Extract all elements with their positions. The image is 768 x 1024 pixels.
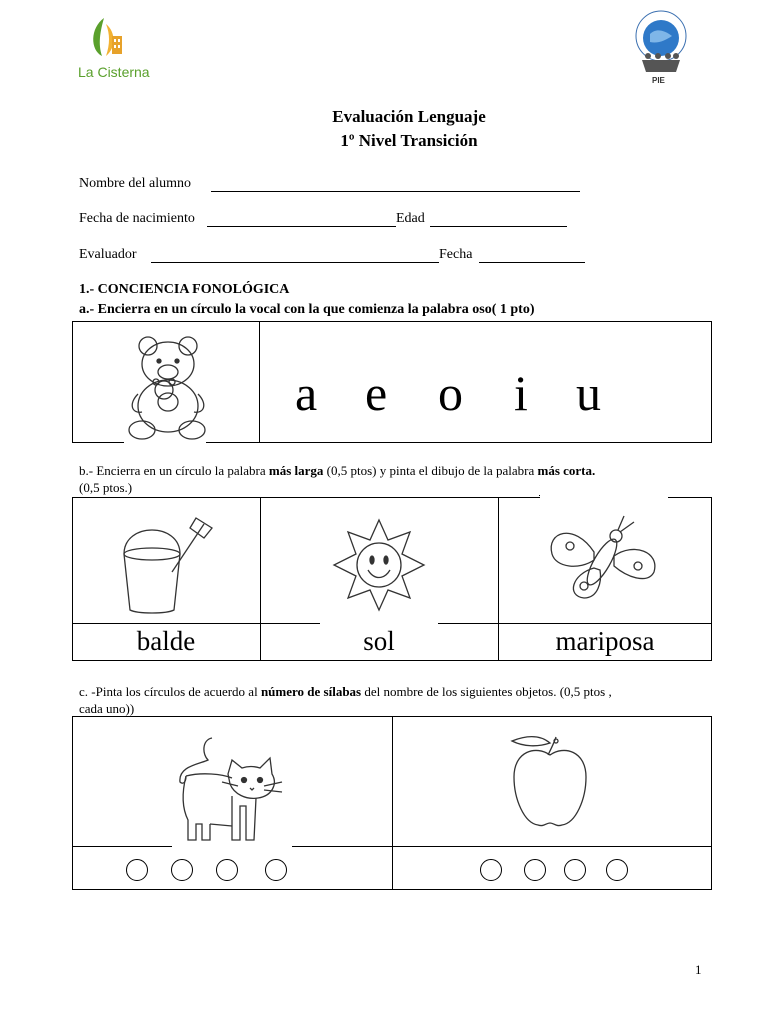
vowel-option[interactable]: e (365, 365, 388, 421)
pie-logo (628, 8, 694, 90)
vowel-option[interactable]: o (438, 365, 463, 421)
part-c-instruction (79, 683, 719, 717)
butterfly-icon (544, 512, 660, 604)
syllable-circle[interactable] (564, 859, 586, 881)
part-b-text: b.- Encierra en un círculo la palabra (79, 463, 269, 478)
page-subtitle: 1º Nivel Transición (340, 131, 478, 150)
syllable-circle[interactable] (265, 859, 287, 881)
part-a-divider (259, 321, 260, 443)
vowel-option[interactable]: a (295, 365, 318, 421)
la-cisterna-logo (76, 14, 156, 84)
logo-text: La Cisterna (78, 64, 150, 80)
part-a-instruction-text: a.- Encierra en un círculo la vocal con la que comienza la palabra (79, 302, 473, 317)
syllable-circle[interactable] (126, 859, 148, 881)
part-c-divider (392, 716, 393, 890)
part-a-instruction-end: ( 1 pto) (491, 302, 535, 317)
part-c-row-divider (72, 846, 712, 847)
word-option[interactable]: mariposa (555, 626, 655, 656)
bear-icon (122, 334, 210, 442)
birth-date-line[interactable] (207, 226, 396, 227)
part-b-text: (0,5 ptos.) (79, 480, 133, 495)
syllable-circle[interactable] (480, 859, 502, 881)
syllable-circle[interactable] (216, 859, 238, 881)
part-b-bold: más larga (268, 463, 324, 478)
part-c-text: cada uno)) (79, 701, 135, 716)
bucket-icon (108, 514, 224, 618)
syllable-circle[interactable] (171, 859, 193, 881)
cat-icon (172, 736, 292, 842)
date-line[interactable] (479, 262, 585, 263)
part-a-instruction (79, 302, 535, 318)
sun-icon (330, 516, 428, 614)
globe-logo-icon (628, 8, 694, 78)
section-heading: 1.- CONCIENCIA FONOLÓGICA (79, 282, 290, 297)
syllable-circle[interactable] (524, 859, 546, 881)
word-option[interactable]: balde (136, 626, 196, 656)
word-option[interactable]: sol (363, 626, 395, 656)
line-gap (320, 622, 438, 625)
line-gap (540, 495, 668, 498)
part-b-instruction (79, 462, 719, 496)
leaf-logo-icon (76, 14, 136, 64)
page-title: Evaluación Lenguaje (332, 107, 486, 126)
evaluator-label: Evaluador (79, 247, 137, 262)
birth-date-label: Fecha de nacimiento (79, 211, 195, 226)
logo-text: PIE (652, 76, 665, 85)
syllable-circle[interactable] (606, 859, 628, 881)
student-name-line[interactable] (211, 191, 580, 192)
vowel-option[interactable]: u (576, 365, 601, 421)
student-name-label: Nombre del alumno (79, 176, 191, 191)
part-a-instruction-bold: oso (472, 302, 492, 317)
part-c-text: c. -Pinta los círculos de acuerdo al (79, 684, 261, 699)
vowel-option[interactable]: i (514, 365, 528, 421)
line-gap (172, 845, 292, 848)
age-label: Edad (396, 211, 425, 226)
part-b-bold: más corta. (537, 463, 596, 478)
part-c-text: del nombre de los siguientes objetos. (0,5 ptos , (361, 684, 612, 699)
age-line[interactable] (430, 226, 567, 227)
apple-icon (508, 733, 592, 829)
part-c-bold: número de sílabas (260, 684, 362, 699)
part-b-text: (0,5 ptos) y pinta el dibujo de la palabra (323, 463, 538, 478)
evaluator-line[interactable] (151, 262, 439, 263)
date-label: Fecha (439, 247, 473, 262)
page-number: 1 (695, 962, 702, 977)
